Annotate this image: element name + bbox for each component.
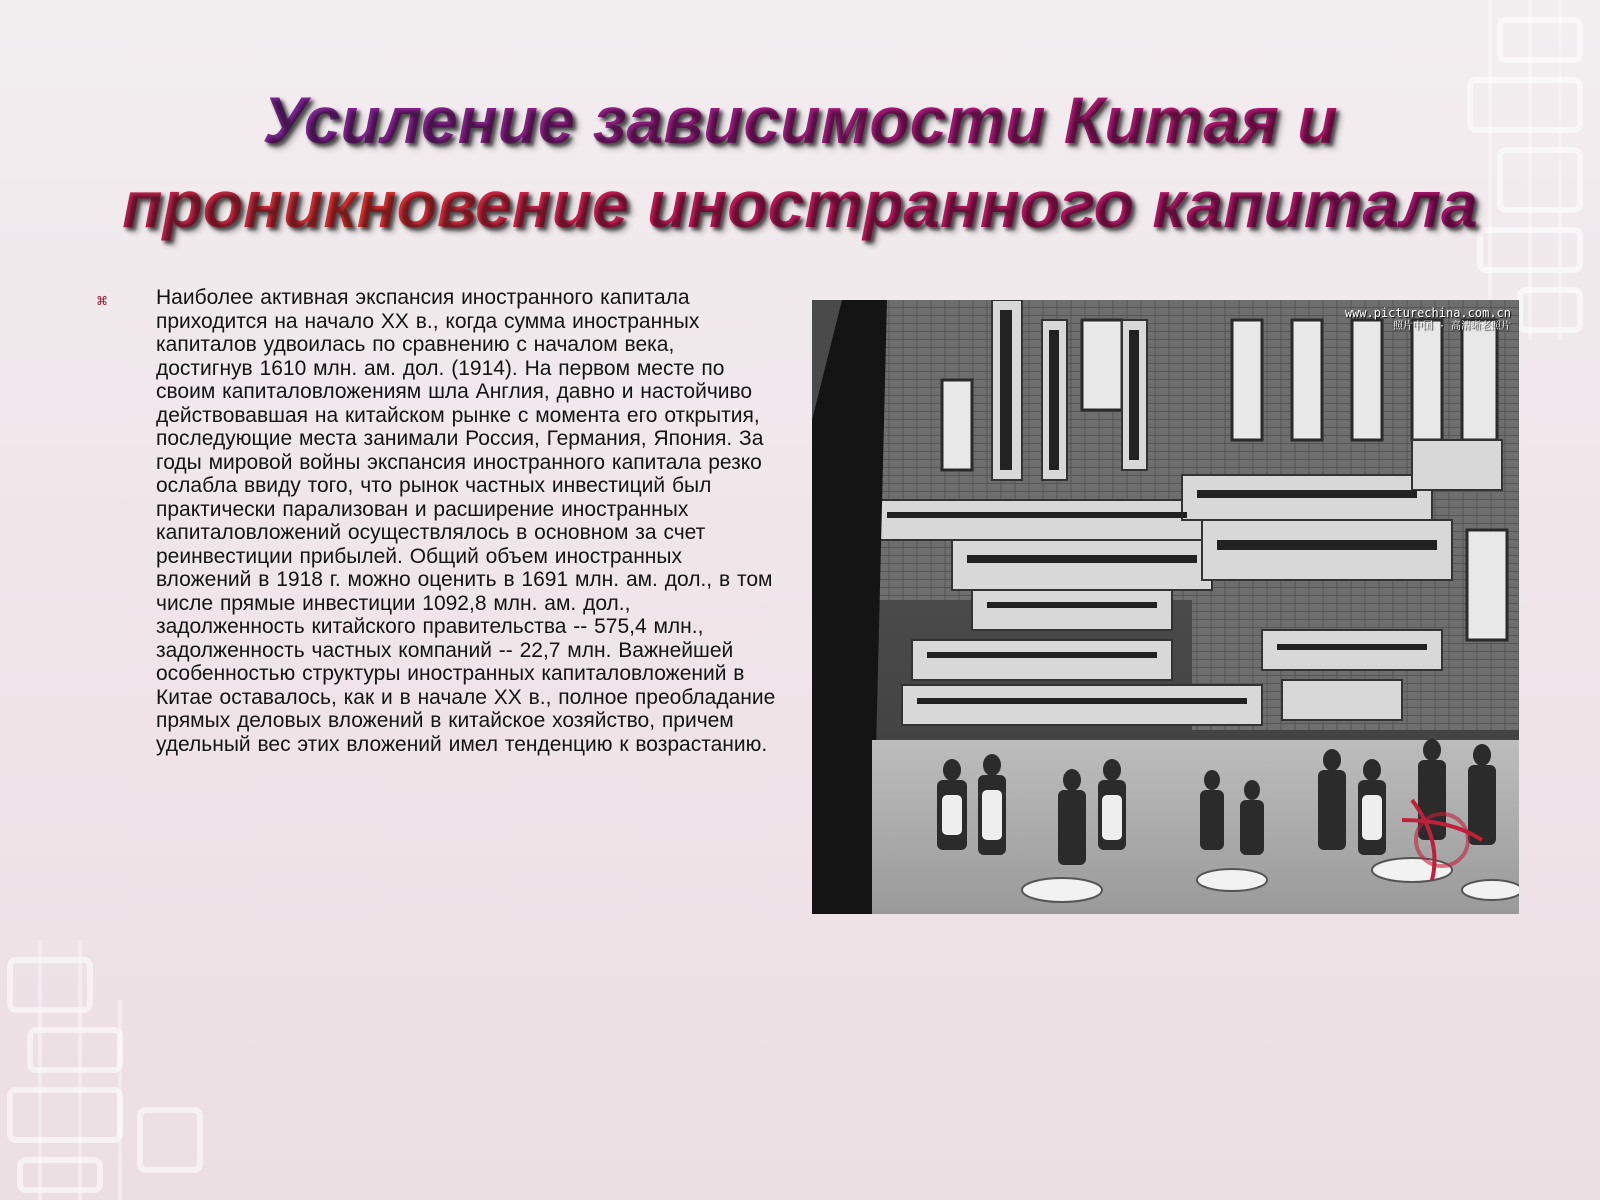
bullet-icon: ⌘: [96, 294, 108, 308]
body-paragraph: Наиболее активная экспансия иностранного капитала приходится на начало XX в., когда сумма иностранных капиталов удвоилась по сравнению с началом века, достигнув 1610 млн. ам. дол. (1914). На первом месте по своим капиталовложениям шла Англия, давно и настойчиво действовавшая на китайском рынке с момента его открытия, последующие места занимали Россия, Германия, Япония. За годы мировой войны экспансия иностранного капитала резко ослабла ввиду того, что рынок частных инвестиций был практически парализован и расширение иностранных капиталовложений осуществлялось в основном за счет реинвестиции прибылей. Общий объем иностранных вложений в 1918 г. можно оценить в 1691 млн. ам. дол., в том числе прямые инвестиции 1092,8 млн. ам. дол., задолженность китайского правительства -- 575,4 млн., задолженность частных компаний -- 22,7 млн. Важнейшей особенностью структуры иностранных капиталовложений в Китае оставалось, как и в начале XX в., полное преобладание прямых деловых вложений в китайское хозяйство, причем удельный вес этих вложений имел тенденцию к возрастанию.: [156, 286, 776, 756]
photo-illustration: [812, 300, 1519, 914]
photo-watermark-url: www.picturechina.com.cn: [1344, 306, 1511, 320]
photo-watermark-caption: 照片中国 · 高清晰老照片: [1392, 321, 1511, 332]
slide-title: [0, 78, 1600, 246]
slide-title-line-2: проникновение иностранного капитала: [0, 162, 1600, 246]
historical-photo: [812, 300, 1519, 914]
slide-title-line-1: Усиление зависимости Китая и: [0, 78, 1600, 162]
photo-watermark: [1345, 306, 1511, 334]
